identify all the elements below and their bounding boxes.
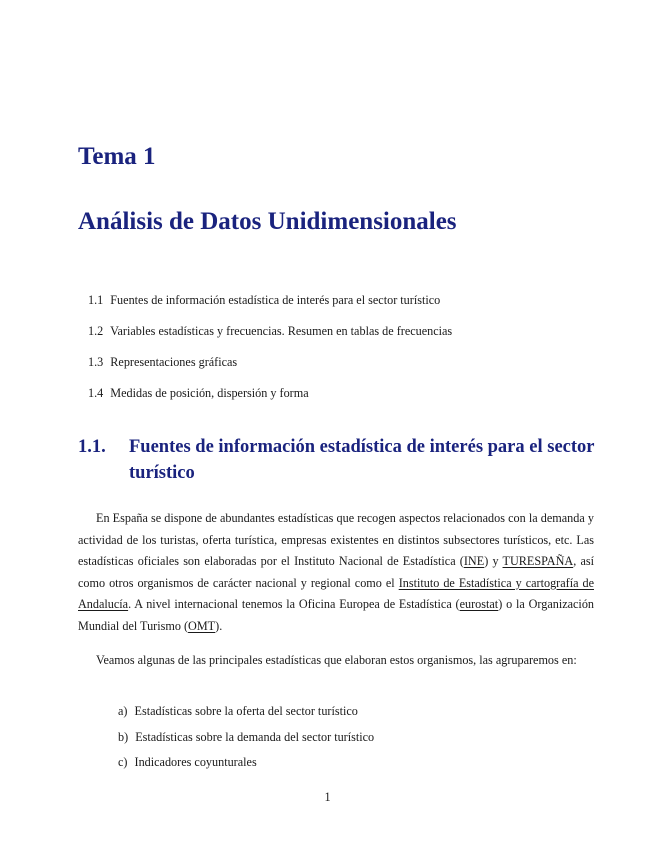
- paragraph-text: ) o la Organización Mundial del Turismo (: [78, 597, 595, 633]
- toc-item-number: 1.4: [88, 386, 104, 400]
- list-item-text: Estadísticas sobre la demanda del sector turístico: [135, 729, 375, 744]
- toc-item[interactable]: [88, 385, 452, 416]
- list-item-text: Estadísticas sobre la oferta del sector turístico: [134, 704, 358, 718]
- section-heading: [78, 434, 598, 486]
- second-paragraph: [78, 650, 594, 672]
- toc-item-text: Fuentes de información estadística de interés para el sector turístico: [110, 293, 441, 307]
- toc-item-text: Medidas de posición, dispersión y forma: [110, 386, 309, 400]
- toc-item[interactable]: [88, 323, 452, 354]
- chapter-title: Análisis de Datos Unidimensionales: [78, 208, 457, 235]
- toc-item-text: Variables estadísticas y frecuencias. Resumen en tablas de frecuencias: [110, 324, 453, 338]
- paragraph-text: , así como otros organismos de carácter nacional y regional como el: [78, 554, 594, 590]
- list-item-text: Indicadores coyunturales: [134, 755, 257, 769]
- paragraph-text: ).: [215, 618, 223, 633]
- paragraph-text: En España se dispone de abundantes estadísticas que recogen aspectos relacionados con la demanda y actividad de los turistas, oferta turística, empresas existentes en distintos subsectores turísticos, etc. Las estadísticas oficiales son elaboradas por el Instituto Nacional de Estadística (: [78, 511, 594, 568]
- table-of-contents: [88, 292, 452, 416]
- link-omt[interactable]: OMT: [188, 618, 216, 633]
- paragraph-text: . A nivel internacional tenemos la Oficina Europea de Estadística (: [128, 597, 460, 611]
- section-title: Fuentes de información estadística de interés para el sector turístico: [129, 437, 595, 483]
- chapter-label: Tema 1: [78, 143, 156, 170]
- page-number: 1: [324, 790, 331, 804]
- list-item-label: b): [118, 729, 129, 744]
- toc-item-number: 1.1: [88, 293, 104, 307]
- toc-item-number: 1.2: [88, 324, 104, 338]
- list-item: [118, 703, 374, 729]
- list-item-label: a): [118, 704, 128, 718]
- toc-item[interactable]: [88, 354, 452, 385]
- link-ine[interactable]: INE: [463, 554, 485, 568]
- toc-item-text: Representaciones gráficas: [110, 355, 238, 369]
- enumeration-list: [118, 703, 374, 780]
- toc-item-number: 1.3: [88, 355, 104, 369]
- list-item: [118, 754, 374, 780]
- paragraph-text: ) y: [484, 554, 503, 568]
- link-turespana[interactable]: TURESPAÑA: [502, 554, 574, 568]
- paragraph-text: Veamos algunas de las principales estadísticas que elaboran estos organismos, las agruparemos en:: [96, 653, 577, 667]
- link-ieca[interactable]: Instituto de Estadística y cartografía de Andalucía: [78, 575, 594, 611]
- toc-item[interactable]: [88, 292, 452, 323]
- link-eurostat[interactable]: eurostat: [459, 597, 499, 611]
- list-item-label: c): [118, 755, 128, 769]
- section-number: 1.1.: [78, 437, 106, 457]
- intro-paragraph: [78, 508, 594, 637]
- list-item: [118, 729, 374, 755]
